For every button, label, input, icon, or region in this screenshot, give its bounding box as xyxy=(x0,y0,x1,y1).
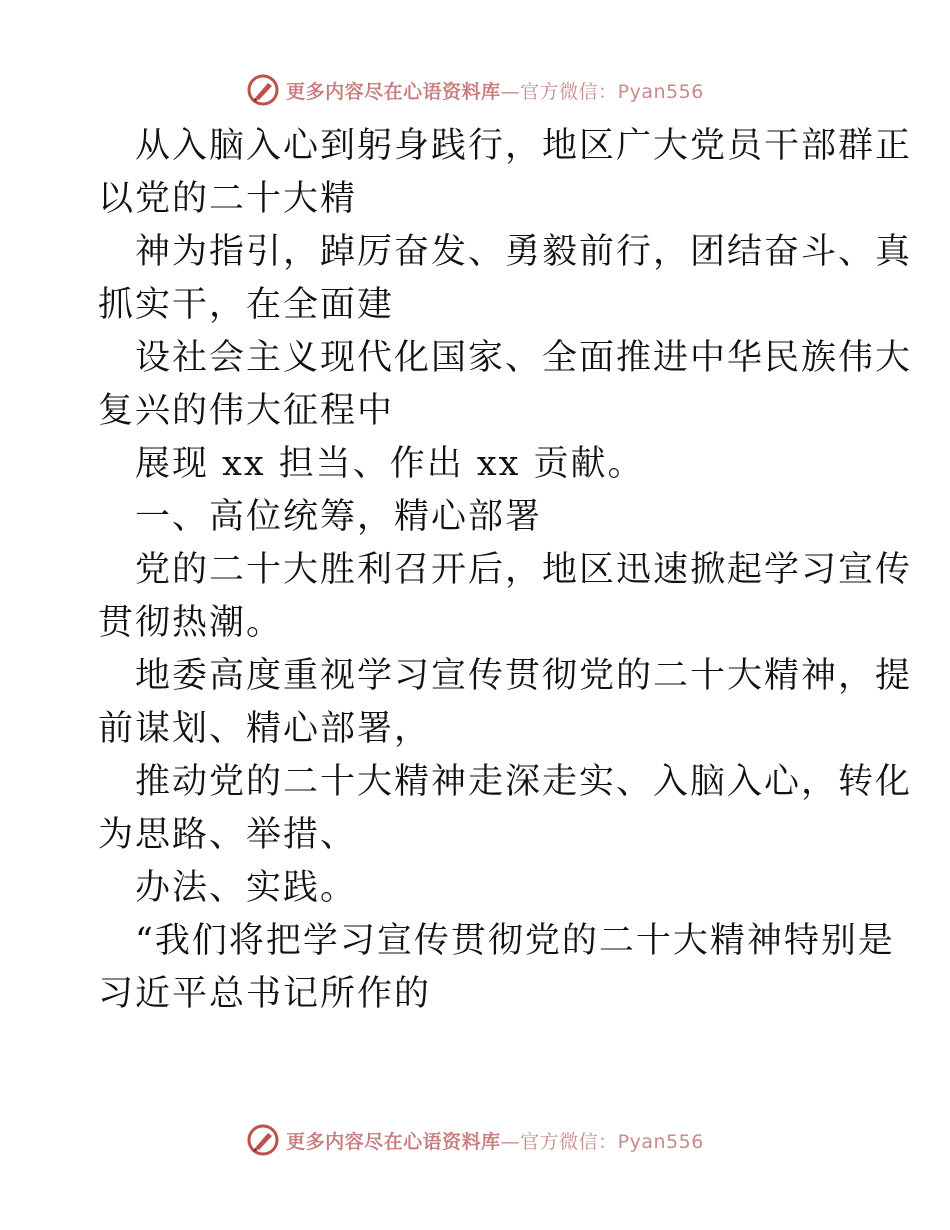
text-line: 神为指引，踔厉奋发、勇毅前行，团结奋斗、真 xyxy=(135,232,913,272)
pen-logo-icon xyxy=(246,1123,280,1157)
watermark-wechat: 官方微信：Pyan556 xyxy=(520,1130,704,1153)
text-line: 习近平总书记所作的 xyxy=(98,974,432,1014)
document-body xyxy=(98,120,913,1021)
header-watermark xyxy=(0,70,950,110)
watermark-text xyxy=(286,1127,704,1154)
watermark-brand: 更多内容尽在心语资料库 xyxy=(286,80,501,103)
text-line: 以党的二十大精 xyxy=(98,179,358,219)
text-line: 一、高位统筹，精心部署 xyxy=(135,497,543,537)
text-line: 贯彻热潮。 xyxy=(98,603,284,643)
text-line: 前谋划、精心部署， xyxy=(98,709,432,749)
watermark-brand: 更多内容尽在心语资料库 xyxy=(286,1130,501,1153)
text-line: 从入脑入心到躬身践行，地区广大党员干部群正 xyxy=(135,126,913,166)
text-line: 党的二十大胜利召开后，地区迅速掀起学习宣传 xyxy=(135,550,913,590)
watermark-text xyxy=(286,77,704,104)
text-line: 展现 xx 担当、作出 xx 贡献。 xyxy=(135,444,645,484)
watermark-separator: — xyxy=(500,1130,521,1153)
watermark-wechat: 官方微信：Pyan556 xyxy=(520,80,704,103)
text-line: 设社会主义现代化国家、全面推进中华民族伟大 xyxy=(135,338,913,378)
footer-watermark xyxy=(0,1120,950,1160)
text-line: 办法、实践。 xyxy=(135,868,358,908)
text-line: 复兴的伟大征程中 xyxy=(98,391,395,431)
text-line: 为思路、举措、 xyxy=(98,815,358,855)
text-line: 地委高度重视学习宣传贯彻党的二十大精神，提 xyxy=(135,656,913,696)
text-line: 抓实干，在全面建 xyxy=(98,285,395,325)
pen-logo-icon xyxy=(246,73,280,107)
watermark-separator: — xyxy=(500,80,521,103)
text-line: “我们将把学习宣传贯彻党的二十大精神特别是 xyxy=(135,921,895,961)
text-line: 推动党的二十大精神走深走实、入脑入心，转化 xyxy=(135,762,913,802)
